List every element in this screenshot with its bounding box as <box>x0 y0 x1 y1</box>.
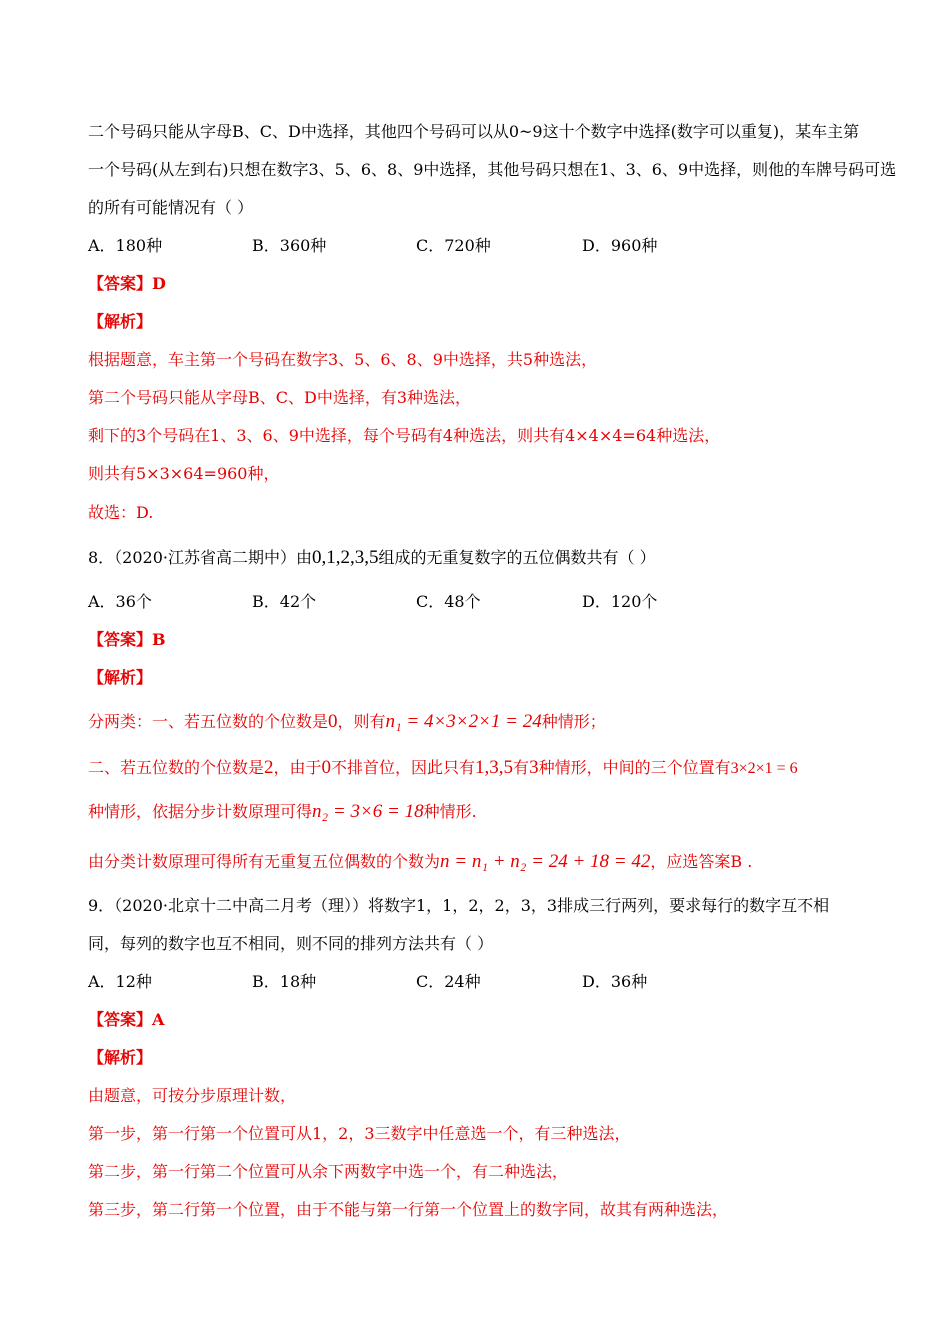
q7-option-c: C．720种 <box>416 236 491 255</box>
q8-stem-prefix: 8．（2020·江苏省高二期中）由 <box>88 548 312 567</box>
q8-analysis-line-1 <box>88 710 880 734</box>
q8-option-b: B．42个 <box>252 592 317 611</box>
q7-option-b: B．360种 <box>252 236 327 255</box>
q8-l2-math-zero: 0 <box>321 757 332 778</box>
q7-option-d: D．960种 <box>582 236 658 255</box>
q9-option-d: D．36种 <box>582 972 648 991</box>
q9-stem-line-2: 同，每列的数字也互不相同，则不同的排列方法共有（ ） <box>88 934 494 953</box>
q7-option-a: A．180种 <box>88 236 163 255</box>
q8-l1-math-zero: 0 <box>328 711 338 732</box>
q7-analysis-line-1: 根据题意，车主第一个号码在数字3、5、6、8、9中选择，共5种选法， <box>88 350 598 369</box>
q7-analysis-line-3: 剩下的3个号码在1、3、6、9中选择，每个号码有4种选法，则共有4×4×4=64种选法， <box>88 426 721 445</box>
q8-stem-suffix: 组成的无重复数字的五位偶数共有（ ） <box>378 548 656 567</box>
q8-option-d: D．120个 <box>582 592 658 611</box>
q8-analysis-line-4 <box>88 850 880 874</box>
q8-l3-text-b: 种情形. <box>423 802 477 821</box>
q8-l2-formula: 3×2×1 = 6 <box>730 760 798 777</box>
q8-analysis-label: 【解析】 <box>88 668 153 687</box>
q8-l3-text-a: 种情形，依据分步计数原理可得 <box>88 802 313 821</box>
q8-l3-formula: n₂ = 3×6 = 18 <box>312 801 424 822</box>
q8-l2-math-three: 3 <box>529 757 539 778</box>
q8-l1-formula: n₁ = 4×3×2×1 = 24 <box>385 711 542 732</box>
q8-l2-math-digits: 1,3,5 <box>475 757 514 778</box>
q8-l2-text-c: 不排首位，因此只有 <box>331 758 476 777</box>
q9-analysis-line-4: 第三步，第二行第一个位置，由于不能与第一行第一个位置上的数字同，故其有两种选法， <box>88 1200 729 1219</box>
q8-l2-text-b: ，由于 <box>273 758 322 777</box>
q8-stem <box>88 546 880 570</box>
q7-analysis-line-2: 第二个号码只能从字母B、C、D中选择，有3种选法， <box>88 388 472 407</box>
q9-analysis-line-1: 由题意，可按分步原理计数， <box>88 1086 297 1105</box>
q7-answer: 【答案】D <box>88 274 166 293</box>
q9-answer: 【答案】A <box>88 1010 165 1029</box>
q9-option-c: C．24种 <box>416 972 481 991</box>
q8-stem-digits: 0,1,2,3,5 <box>312 547 379 568</box>
q8-l1-text-a: 分两类：一、若五位数的个位数是 <box>88 712 329 731</box>
q8-l4-text-b: ，应选答案B . <box>650 852 753 871</box>
q7-stem-line-1: 二个号码只能从字母B、C、D中选择，其他四个号码可以从0~9这十个数字中选择(数字可以重复)，某车主第 <box>88 122 860 141</box>
q8-l1-text-c: 种情形； <box>541 712 606 731</box>
q9-analysis-label: 【解析】 <box>88 1048 153 1067</box>
q8-l2-text-d: 有 <box>513 758 530 777</box>
q8-option-c: C．48个 <box>416 592 481 611</box>
q7-stem-line-3: 的所有可能情况有（ ） <box>88 198 254 217</box>
q9-option-b: B．18种 <box>252 972 317 991</box>
q8-option-a: A．36个 <box>88 592 152 611</box>
q8-l1-text-b: ，则有 <box>337 712 386 731</box>
q9-option-a: A．12种 <box>88 972 152 991</box>
q9-stem-line-1: 9．（2020·北京十二中高二月考（理））将数字1，1，2，2，3，3排成三行两列，要求每行的数字互不相 <box>88 896 830 915</box>
q8-l2-text-e: 种情形，中间的三个位置有 <box>538 758 731 777</box>
q9-analysis-line-2: 第一步，第一行第一个位置可从1，2，3三数字中任意选一个，有三种选法， <box>88 1124 631 1143</box>
q8-answer: 【答案】B <box>88 630 166 649</box>
q8-l4-formula: n = n₁ + n₂ = 24 + 18 = 42 <box>440 851 651 872</box>
q8-l4-text-a: 由分类计数原理可得所有无重复五位偶数的个数为 <box>88 852 441 871</box>
q8-analysis-line-3 <box>88 800 880 824</box>
q8-analysis-line-2 <box>88 756 880 781</box>
q7-analysis-label: 【解析】 <box>88 312 153 331</box>
q9-analysis-line-3: 第二步，第一行第二个位置可从余下两数字中选一个，有二种选法， <box>88 1162 569 1181</box>
q7-analysis-line-4: 则共有5×3×64=960种， <box>88 464 280 483</box>
q8-l2-text-a: 二、若五位数的个位数是 <box>88 758 265 777</box>
q7-analysis-line-5: 故选：D. <box>88 503 154 522</box>
q8-l2-math-two: 2 <box>264 757 274 778</box>
q7-stem-line-2: 一个号码(从左到右)只想在数字3、5、6、8、9中选择，其他号码只想在1、3、6、9中选择，则他的车牌号码可选 <box>88 160 897 179</box>
